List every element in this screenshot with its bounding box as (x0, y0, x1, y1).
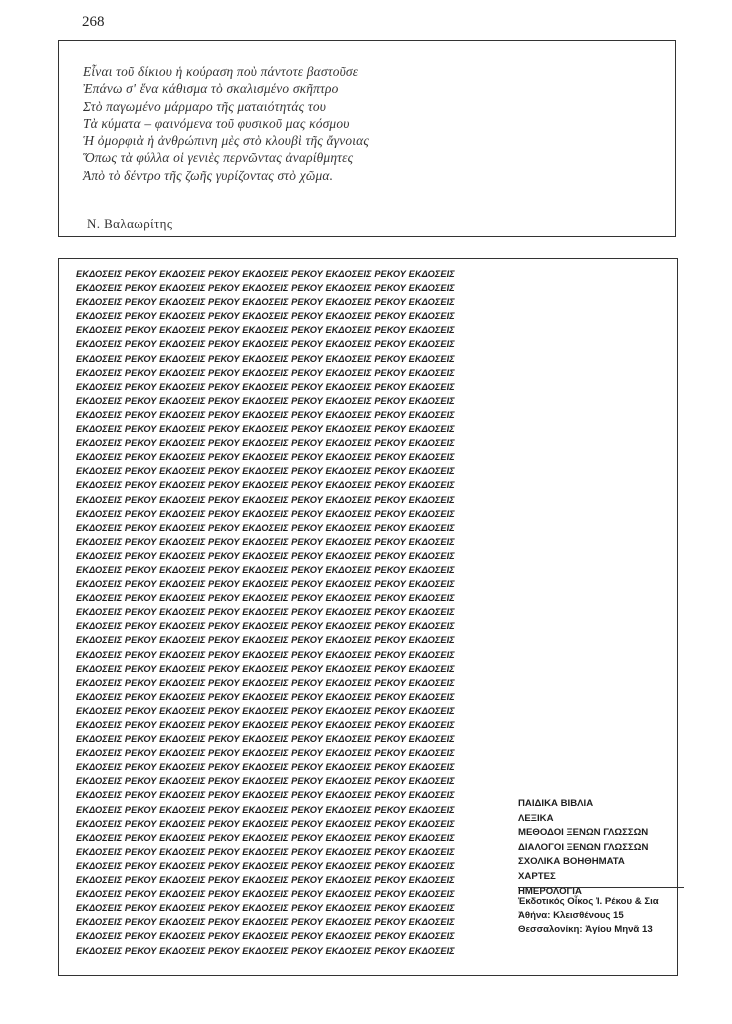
poem-line: Τὰ κύματα – φαινόμενα τοῦ φυσικοῦ μας κόσμου (83, 115, 350, 131)
pattern-row: ΕΚΔΟΣΕΙΣ ΡΕΚΟΥ ΕΚΔΟΣΕΙΣ ΡΕΚΟΥ ΕΚΔΟΣΕΙΣ ΡΕΚΟΥ ΕΚΔΟΣΕΙΣ ΡΕΚΟΥ ΕΚΔΟΣΕΙΣ (76, 564, 455, 575)
poem-author: Ν. Βαλαωρίτης (87, 216, 173, 231)
pattern-row: ΕΚΔΟΣΕΙΣ ΡΕΚΟΥ ΕΚΔΟΣΕΙΣ ΡΕΚΟΥ ΕΚΔΟΣΕΙΣ ΡΕΚΟΥ ΕΚΔΟΣΕΙΣ ΡΕΚΟΥ ΕΚΔΟΣΕΙΣ (76, 353, 455, 364)
pattern-row: ΕΚΔΟΣΕΙΣ ΡΕΚΟΥ ΕΚΔΟΣΕΙΣ ΡΕΚΟΥ ΕΚΔΟΣΕΙΣ ΡΕΚΟΥ ΕΚΔΟΣΕΙΣ ΡΕΚΟΥ ΕΚΔΟΣΕΙΣ (76, 663, 455, 674)
pattern-row: ΕΚΔΟΣΕΙΣ ΡΕΚΟΥ ΕΚΔΟΣΕΙΣ ΡΕΚΟΥ ΕΚΔΟΣΕΙΣ ΡΕΚΟΥ ΕΚΔΟΣΕΙΣ ΡΕΚΟΥ ΕΚΔΟΣΕΙΣ (76, 297, 455, 308)
pattern-row: ΕΚΔΟΣΕΙΣ ΡΕΚΟΥ ΕΚΔΟΣΕΙΣ ΡΕΚΟΥ ΕΚΔΟΣΕΙΣ ΡΕΚΟΥ ΕΚΔΟΣΕΙΣ ΡΕΚΟΥ ΕΚΔΟΣΕΙΣ (76, 466, 455, 477)
pattern-row: ΕΚΔΟΣΕΙΣ ΡΕΚΟΥ ΕΚΔΟΣΕΙΣ ΡΕΚΟΥ ΕΚΔΟΣΕΙΣ ΡΕΚΟΥ ΕΚΔΟΣΕΙΣ ΡΕΚΟΥ ΕΚΔΟΣΕΙΣ (76, 480, 455, 491)
publisher-address-thessaloniki: Θεσσαλονίκη: Ἁγίου Μηνᾶ 13 (518, 923, 653, 935)
poem-lines (83, 63, 369, 184)
pattern-row: ΕΚΔΟΣΕΙΣ ΡΕΚΟΥ ΕΚΔΟΣΕΙΣ ΡΕΚΟΥ ΕΚΔΟΣΕΙΣ ΡΕΚΟΥ ΕΚΔΟΣΕΙΣ ΡΕΚΟΥ ΕΚΔΟΣΕΙΣ (76, 635, 455, 646)
pattern-row: ΕΚΔΟΣΕΙΣ ΡΕΚΟΥ ΕΚΔΟΣΕΙΣ ΡΕΚΟΥ ΕΚΔΟΣΕΙΣ ΡΕΚΟΥ ΕΚΔΟΣΕΙΣ ΡΕΚΟΥ ΕΚΔΟΣΕΙΣ (76, 395, 455, 406)
pattern-row: ΕΚΔΟΣΕΙΣ ΡΕΚΟΥ ΕΚΔΟΣΕΙΣ ΡΕΚΟΥ ΕΚΔΟΣΕΙΣ ΡΕΚΟΥ ΕΚΔΟΣΕΙΣ ΡΕΚΟΥ ΕΚΔΟΣΕΙΣ (76, 438, 455, 449)
poem-line: Ἡ ὀμορφιὰ ἡ ἀνθρώπινη μὲς στὸ κλουβὶ τῆς ἄγνοιας (83, 133, 370, 149)
poem-line: Ἐπάνω σ' ἕνα κάθισμα τὸ σκαλισμένο σκῆπτρο (83, 81, 339, 97)
pattern-row: ΕΚΔΟΣΕΙΣ ΡΕΚΟΥ ΕΚΔΟΣΕΙΣ ΡΕΚΟΥ ΕΚΔΟΣΕΙΣ ΡΕΚΟΥ ΕΚΔΟΣΕΙΣ ΡΕΚΟΥ ΕΚΔΟΣΕΙΣ (76, 790, 455, 801)
advertisement-box (58, 258, 678, 976)
pattern-row: ΕΚΔΟΣΕΙΣ ΡΕΚΟΥ ΕΚΔΟΣΕΙΣ ΡΕΚΟΥ ΕΚΔΟΣΕΙΣ ΡΕΚΟΥ ΕΚΔΟΣΕΙΣ ΡΕΚΟΥ ΕΚΔΟΣΕΙΣ (76, 649, 455, 660)
pattern-row: ΕΚΔΟΣΕΙΣ ΡΕΚΟΥ ΕΚΔΟΣΕΙΣ ΡΕΚΟΥ ΕΚΔΟΣΕΙΣ ΡΕΚΟΥ ΕΚΔΟΣΕΙΣ ΡΕΚΟΥ ΕΚΔΟΣΕΙΣ (76, 889, 455, 900)
pattern-row: ΕΚΔΟΣΕΙΣ ΡΕΚΟΥ ΕΚΔΟΣΕΙΣ ΡΕΚΟΥ ΕΚΔΟΣΕΙΣ ΡΕΚΟΥ ΕΚΔΟΣΕΙΣ ΡΕΚΟΥ ΕΚΔΟΣΕΙΣ (76, 508, 455, 519)
category-item: ΣΧΟΛΙΚΑ ΒΟΗΘΗΜΑΤΑ (518, 856, 625, 868)
pattern-row: ΕΚΔΟΣΕΙΣ ΡΕΚΟΥ ΕΚΔΟΣΕΙΣ ΡΕΚΟΥ ΕΚΔΟΣΕΙΣ ΡΕΚΟΥ ΕΚΔΟΣΕΙΣ ΡΕΚΟΥ ΕΚΔΟΣΕΙΣ (76, 325, 455, 336)
pattern-row: ΕΚΔΟΣΕΙΣ ΡΕΚΟΥ ΕΚΔΟΣΕΙΣ ΡΕΚΟΥ ΕΚΔΟΣΕΙΣ ΡΕΚΟΥ ΕΚΔΟΣΕΙΣ ΡΕΚΟΥ ΕΚΔΟΣΕΙΣ (76, 424, 455, 435)
pattern-row: ΕΚΔΟΣΕΙΣ ΡΕΚΟΥ ΕΚΔΟΣΕΙΣ ΡΕΚΟΥ ΕΚΔΟΣΕΙΣ ΡΕΚΟΥ ΕΚΔΟΣΕΙΣ ΡΕΚΟΥ ΕΚΔΟΣΕΙΣ (76, 283, 455, 294)
pattern-row: ΕΚΔΟΣΕΙΣ ΡΕΚΟΥ ΕΚΔΟΣΕΙΣ ΡΕΚΟΥ ΕΚΔΟΣΕΙΣ ΡΕΚΟΥ ΕΚΔΟΣΕΙΣ ΡΕΚΟΥ ΕΚΔΟΣΕΙΣ (76, 875, 455, 886)
publisher-name: Ἐκδοτικός Οἶκος Ἰ. Ρέκου & Σια (518, 896, 659, 907)
category-item: ΛΕΞΙΚΑ (518, 812, 554, 824)
pattern-row: ΕΚΔΟΣΕΙΣ ΡΕΚΟΥ ΕΚΔΟΣΕΙΣ ΡΕΚΟΥ ΕΚΔΟΣΕΙΣ ΡΕΚΟΥ ΕΚΔΟΣΕΙΣ ΡΕΚΟΥ ΕΚΔΟΣΕΙΣ (76, 677, 455, 688)
pattern-row: ΕΚΔΟΣΕΙΣ ΡΕΚΟΥ ΕΚΔΟΣΕΙΣ ΡΕΚΟΥ ΕΚΔΟΣΕΙΣ ΡΕΚΟΥ ΕΚΔΟΣΕΙΣ ΡΕΚΟΥ ΕΚΔΟΣΕΙΣ (76, 593, 455, 604)
pattern-row: ΕΚΔΟΣΕΙΣ ΡΕΚΟΥ ΕΚΔΟΣΕΙΣ ΡΕΚΟΥ ΕΚΔΟΣΕΙΣ ΡΕΚΟΥ ΕΚΔΟΣΕΙΣ ΡΕΚΟΥ ΕΚΔΟΣΕΙΣ (76, 832, 455, 843)
poem-line: Ὅπως τὰ φύλλα οἱ γενιὲς περνῶντας ἀναρίθμητες (83, 150, 354, 166)
pattern-row: ΕΚΔΟΣΕΙΣ ΡΕΚΟΥ ΕΚΔΟΣΕΙΣ ΡΕΚΟΥ ΕΚΔΟΣΕΙΣ ΡΕΚΟΥ ΕΚΔΟΣΕΙΣ ΡΕΚΟΥ ΕΚΔΟΣΕΙΣ (76, 804, 455, 815)
pattern-row: ΕΚΔΟΣΕΙΣ ΡΕΚΟΥ ΕΚΔΟΣΕΙΣ ΡΕΚΟΥ ΕΚΔΟΣΕΙΣ ΡΕΚΟΥ ΕΚΔΟΣΕΙΣ ΡΕΚΟΥ ΕΚΔΟΣΕΙΣ (76, 945, 455, 956)
pattern-row: ΕΚΔΟΣΕΙΣ ΡΕΚΟΥ ΕΚΔΟΣΕΙΣ ΡΕΚΟΥ ΕΚΔΟΣΕΙΣ ΡΕΚΟΥ ΕΚΔΟΣΕΙΣ ΡΕΚΟΥ ΕΚΔΟΣΕΙΣ (76, 452, 455, 463)
pattern-row: ΕΚΔΟΣΕΙΣ ΡΕΚΟΥ ΕΚΔΟΣΕΙΣ ΡΕΚΟΥ ΕΚΔΟΣΕΙΣ ΡΕΚΟΥ ΕΚΔΟΣΕΙΣ ΡΕΚΟΥ ΕΚΔΟΣΕΙΣ (76, 720, 455, 730)
divider (518, 887, 684, 888)
pattern-row: ΕΚΔΟΣΕΙΣ ΡΕΚΟΥ ΕΚΔΟΣΕΙΣ ΡΕΚΟΥ ΕΚΔΟΣΕΙΣ ΡΕΚΟΥ ΕΚΔΟΣΕΙΣ ΡΕΚΟΥ ΕΚΔΟΣΕΙΣ (76, 339, 455, 350)
page-number: 268 (82, 14, 105, 30)
category-item: ΧΑΡΤΕΣ (518, 870, 556, 882)
pattern-row: ΕΚΔΟΣΕΙΣ ΡΕΚΟΥ ΕΚΔΟΣΕΙΣ ΡΕΚΟΥ ΕΚΔΟΣΕΙΣ ΡΕΚΟΥ ΕΚΔΟΣΕΙΣ ΡΕΚΟΥ ΕΚΔΟΣΕΙΣ (76, 381, 455, 392)
pattern-row: ΕΚΔΟΣΕΙΣ ΡΕΚΟΥ ΕΚΔΟΣΕΙΣ ΡΕΚΟΥ ΕΚΔΟΣΕΙΣ ΡΕΚΟΥ ΕΚΔΟΣΕΙΣ ΡΕΚΟΥ ΕΚΔΟΣΕΙΣ (76, 903, 455, 914)
category-item: ΠΑΙΔΙΚΑ ΒΙΒΛΙΑ (518, 798, 594, 809)
category-list (518, 797, 648, 899)
pattern-row: ΕΚΔΟΣΕΙΣ ΡΕΚΟΥ ΕΚΔΟΣΕΙΣ ΡΕΚΟΥ ΕΚΔΟΣΕΙΣ ΡΕΚΟΥ ΕΚΔΟΣΕΙΣ ΡΕΚΟΥ ΕΚΔΟΣΕΙΣ (76, 691, 455, 702)
pattern-row: ΕΚΔΟΣΕΙΣ ΡΕΚΟΥ ΕΚΔΟΣΕΙΣ ΡΕΚΟΥ ΕΚΔΟΣΕΙΣ ΡΕΚΟΥ ΕΚΔΟΣΕΙΣ ΡΕΚΟΥ ΕΚΔΟΣΕΙΣ (76, 522, 455, 533)
pattern-row: ΕΚΔΟΣΕΙΣ ΡΕΚΟΥ ΕΚΔΟΣΕΙΣ ΡΕΚΟΥ ΕΚΔΟΣΕΙΣ ΡΕΚΟΥ ΕΚΔΟΣΕΙΣ ΡΕΚΟΥ ΕΚΔΟΣΕΙΣ (76, 860, 455, 871)
pattern-row: ΕΚΔΟΣΕΙΣ ΡΕΚΟΥ ΕΚΔΟΣΕΙΣ ΡΕΚΟΥ ΕΚΔΟΣΕΙΣ ΡΕΚΟΥ ΕΚΔΟΣΕΙΣ ΡΕΚΟΥ ΕΚΔΟΣΕΙΣ (76, 607, 455, 618)
publisher-info (518, 895, 659, 936)
pattern-row: ΕΚΔΟΣΕΙΣ ΡΕΚΟΥ ΕΚΔΟΣΕΙΣ ΡΕΚΟΥ ΕΚΔΟΣΕΙΣ ΡΕΚΟΥ ΕΚΔΟΣΕΙΣ ΡΕΚΟΥ ΕΚΔΟΣΕΙΣ (76, 748, 455, 759)
poem-box (58, 40, 676, 237)
poem-line: Ἀπὸ τὸ δέντρο τῆς ζωῆς γυρίζοντας στὸ χῶμα. (83, 167, 334, 183)
pattern-row: ΕΚΔΟΣΕΙΣ ΡΕΚΟΥ ΕΚΔΟΣΕΙΣ ΡΕΚΟΥ ΕΚΔΟΣΕΙΣ ΡΕΚΟΥ ΕΚΔΟΣΕΙΣ ΡΕΚΟΥ ΕΚΔΟΣΕΙΣ (76, 846, 455, 857)
pattern-row: ΕΚΔΟΣΕΙΣ ΡΕΚΟΥ ΕΚΔΟΣΕΙΣ ΡΕΚΟΥ ΕΚΔΟΣΕΙΣ ΡΕΚΟΥ ΕΚΔΟΣΕΙΣ ΡΕΚΟΥ ΕΚΔΟΣΕΙΣ (76, 579, 455, 590)
pattern-row: ΕΚΔΟΣΕΙΣ ΡΕΚΟΥ ΕΚΔΟΣΕΙΣ ΡΕΚΟΥ ΕΚΔΟΣΕΙΣ ΡΕΚΟΥ ΕΚΔΟΣΕΙΣ ΡΕΚΟΥ ΕΚΔΟΣΕΙΣ (76, 705, 455, 716)
pattern-row: ΕΚΔΟΣΕΙΣ ΡΕΚΟΥ ΕΚΔΟΣΕΙΣ ΡΕΚΟΥ ΕΚΔΟΣΕΙΣ ΡΕΚΟΥ ΕΚΔΟΣΕΙΣ ΡΕΚΟΥ ΕΚΔΟΣΕΙΣ (76, 536, 455, 547)
repeated-text-pattern (76, 267, 455, 958)
pattern-row: ΕΚΔΟΣΕΙΣ ΡΕΚΟΥ ΕΚΔΟΣΕΙΣ ΡΕΚΟΥ ΕΚΔΟΣΕΙΣ ΡΕΚΟΥ ΕΚΔΟΣΕΙΣ ΡΕΚΟΥ ΕΚΔΟΣΕΙΣ (76, 311, 455, 322)
category-item: ΗΜΕΡΟΛΟΓΙΑ (518, 885, 582, 897)
poem-line: Εἶναι τοῦ δίκιου ἡ κούραση ποὺ πάντοτε βαστοῦσε (83, 64, 359, 79)
pattern-row: ΕΚΔΟΣΕΙΣ ΡΕΚΟΥ ΕΚΔΟΣΕΙΣ ΡΕΚΟΥ ΕΚΔΟΣΕΙΣ ΡΕΚΟΥ ΕΚΔΟΣΕΙΣ ΡΕΚΟΥ ΕΚΔΟΣΕΙΣ (76, 762, 455, 773)
poem-line: Στὸ παγωμένο μάρμαρο τῆς ματαιότητάς του (83, 98, 327, 114)
pattern-row: ΕΚΔΟΣΕΙΣ ΡΕΚΟΥ ΕΚΔΟΣΕΙΣ ΡΕΚΟΥ ΕΚΔΟΣΕΙΣ ΡΕΚΟΥ ΕΚΔΟΣΕΙΣ ΡΕΚΟΥ ΕΚΔΟΣΕΙΣ (76, 931, 455, 942)
category-item: ΔΙΑΛΟΓΟΙ ΞΕΝΩΝ ΓΛΩΣΣΩΝ (518, 841, 649, 853)
pattern-row: ΕΚΔΟΣΕΙΣ ΡΕΚΟΥ ΕΚΔΟΣΕΙΣ ΡΕΚΟΥ ΕΚΔΟΣΕΙΣ ΡΕΚΟΥ ΕΚΔΟΣΕΙΣ ΡΕΚΟΥ ΕΚΔΟΣΕΙΣ (76, 550, 455, 561)
pattern-row: ΕΚΔΟΣΕΙΣ ΡΕΚΟΥ ΕΚΔΟΣΕΙΣ ΡΕΚΟΥ ΕΚΔΟΣΕΙΣ ΡΕΚΟΥ ΕΚΔΟΣΕΙΣ ΡΕΚΟΥ ΕΚΔΟΣΕΙΣ (76, 621, 455, 632)
pattern-row: ΕΚΔΟΣΕΙΣ ΡΕΚΟΥ ΕΚΔΟΣΕΙΣ ΡΕΚΟΥ ΕΚΔΟΣΕΙΣ ΡΕΚΟΥ ΕΚΔΟΣΕΙΣ ΡΕΚΟΥ ΕΚΔΟΣΕΙΣ (76, 409, 455, 420)
pattern-row: ΕΚΔΟΣΕΙΣ ΡΕΚΟΥ ΕΚΔΟΣΕΙΣ ΡΕΚΟΥ ΕΚΔΟΣΕΙΣ ΡΕΚΟΥ ΕΚΔΟΣΕΙΣ ΡΕΚΟΥ ΕΚΔΟΣΕΙΣ (76, 917, 455, 928)
pattern-row: ΕΚΔΟΣΕΙΣ ΡΕΚΟΥ ΕΚΔΟΣΕΙΣ ΡΕΚΟΥ ΕΚΔΟΣΕΙΣ ΡΕΚΟΥ ΕΚΔΟΣΕΙΣ ΡΕΚΟΥ ΕΚΔΟΣΕΙΣ (76, 776, 455, 787)
pattern-row: ΕΚΔΟΣΕΙΣ ΡΕΚΟΥ ΕΚΔΟΣΕΙΣ ΡΕΚΟΥ ΕΚΔΟΣΕΙΣ ΡΕΚΟΥ ΕΚΔΟΣΕΙΣ ΡΕΚΟΥ ΕΚΔΟΣΕΙΣ (76, 269, 455, 279)
pattern-row: ΕΚΔΟΣΕΙΣ ΡΕΚΟΥ ΕΚΔΟΣΕΙΣ ΡΕΚΟΥ ΕΚΔΟΣΕΙΣ ΡΕΚΟΥ ΕΚΔΟΣΕΙΣ ΡΕΚΟΥ ΕΚΔΟΣΕΙΣ (76, 818, 455, 829)
pattern-row: ΕΚΔΟΣΕΙΣ ΡΕΚΟΥ ΕΚΔΟΣΕΙΣ ΡΕΚΟΥ ΕΚΔΟΣΕΙΣ ΡΕΚΟΥ ΕΚΔΟΣΕΙΣ ΡΕΚΟΥ ΕΚΔΟΣΕΙΣ (76, 734, 455, 745)
publisher-address-athens: Ἀθήνα: Κλεισθένους 15 (518, 909, 624, 921)
category-item: ΜΕΘΟΔΟΙ ΞΕΝΩΝ ΓΛΩΣΣΩΝ (518, 827, 649, 839)
pattern-row: ΕΚΔΟΣΕΙΣ ΡΕΚΟΥ ΕΚΔΟΣΕΙΣ ΡΕΚΟΥ ΕΚΔΟΣΕΙΣ ΡΕΚΟΥ ΕΚΔΟΣΕΙΣ ΡΕΚΟΥ ΕΚΔΟΣΕΙΣ (76, 367, 455, 378)
pattern-row: ΕΚΔΟΣΕΙΣ ΡΕΚΟΥ ΕΚΔΟΣΕΙΣ ΡΕΚΟΥ ΕΚΔΟΣΕΙΣ ΡΕΚΟΥ ΕΚΔΟΣΕΙΣ ΡΕΚΟΥ ΕΚΔΟΣΕΙΣ (76, 494, 455, 505)
